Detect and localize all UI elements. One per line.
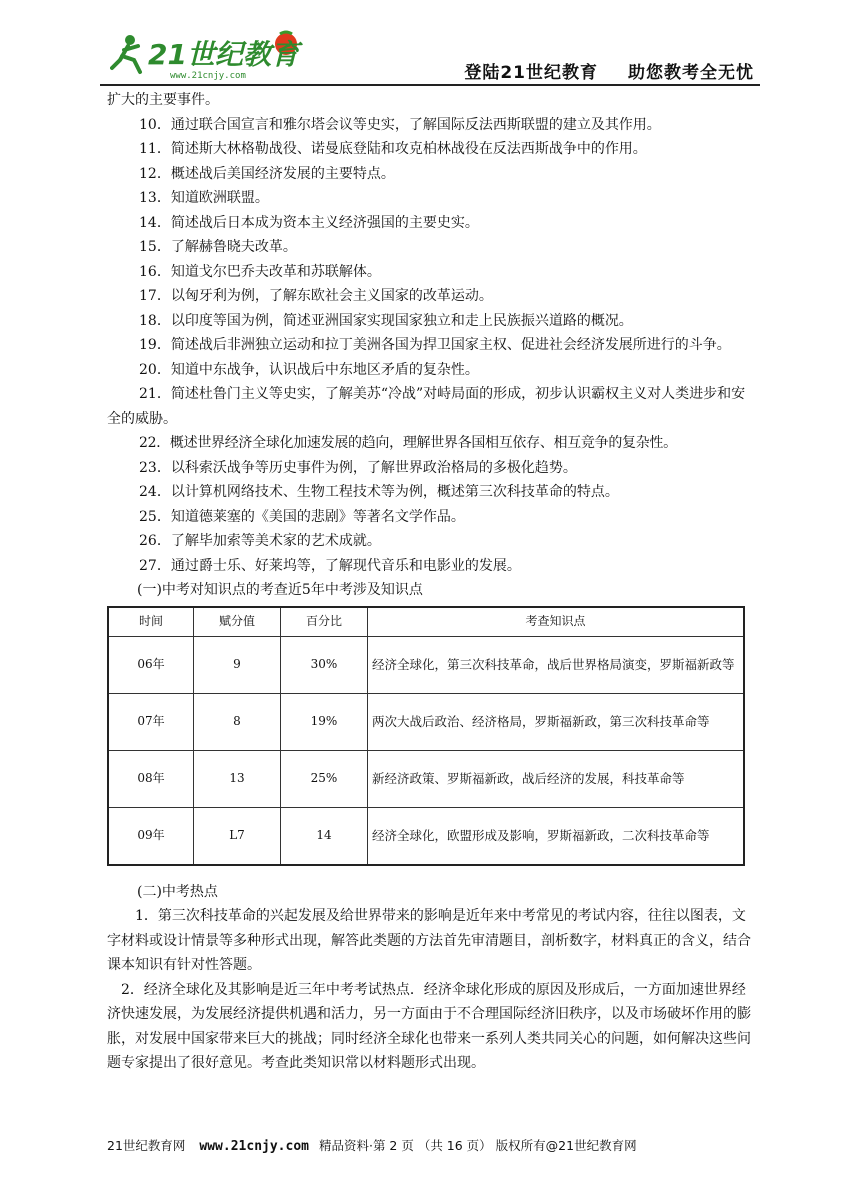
item-11: 11．简述斯大林格勒战役、诺曼底登陆和攻克柏林战役在反法西斯战争中的作用。: [139, 141, 647, 157]
header-knowledge: 考查知识点: [368, 607, 745, 637]
cell-score: 9: [194, 636, 281, 693]
cell-score: 13: [194, 750, 281, 807]
slogan-left: 登陆21世纪教育: [464, 63, 598, 83]
cell-knowledge: 经济全球化，第三次科技革命，战后世界格局演变，罗斯福新政等: [368, 636, 745, 693]
cell-time: 08年: [108, 750, 194, 807]
footer-site-url: www.21cnjy.com: [199, 1139, 309, 1154]
header-time: 时间: [108, 607, 194, 637]
item-17: 17．以匈牙利为例，了解东欧社会主义国家的改革运动。: [139, 288, 493, 304]
page-header: [100, 30, 760, 86]
item-20: 20．知道中东战争，认识战后中东地区矛盾的复杂性。: [139, 361, 479, 378]
item-19: 19．简述战后非洲独立运动和拉丁美洲各国为捍卫国家主权、促进社会经济发展所进行的斗争。: [139, 337, 731, 353]
footer-site-name: 21世纪教育网: [107, 1138, 186, 1153]
cell-time: 07年: [108, 693, 194, 750]
item-12: 12．概述战后美国经济发展的主要特点。: [139, 165, 395, 182]
header-rule: [100, 84, 760, 86]
cell-score: L7: [194, 807, 281, 865]
item-25: 25．知道德莱塞的《美国的悲剧》等著名文学作品。: [139, 508, 465, 525]
item-24: 24．以计算机网络技术、生物工程技术等为例，概述第三次科技革命的特点。: [139, 484, 619, 500]
header-slogan: [464, 58, 754, 83]
table-row: [108, 750, 744, 807]
item-21: 21．简述杜鲁门主义等史实，了解美苏“冷战”对峙局面的形成，初步认识霸权主义对人类进步和安全的威胁。: [107, 386, 746, 427]
exam-table: [107, 606, 745, 866]
hotspots-title: (二)中考热点: [137, 883, 218, 900]
logo-url: www.21cnjy.com: [170, 71, 246, 81]
logo: [110, 30, 310, 82]
cell-knowledge: 经济全球化，欧盟形成及影响，罗斯福新政，二次科技革命等: [368, 807, 745, 865]
cell-percent: 19%: [281, 693, 368, 750]
header-percent: 百分比: [281, 607, 368, 637]
table-row: [108, 636, 744, 693]
hotspot-paragraph-2: 2．经济全球化及其影响是近三年中考考试热点．经济伞球化形成的原因及形成后，一方面加速世界经济快速发展，为发展经济提供机遇和活力，另一方面由于不合理国际经济旧秩序，以及市场破坏作用的膨胀，对发展中国家带来巨大的挑战；同时经济全球化也带来一系列人类共同关心的问题，如何解决这些问题专家提出了很好意见。考查此类知识常以材料题形式出现。: [107, 981, 751, 1071]
item-26: 26．了解毕加索等美术家的艺术成就。: [139, 533, 381, 549]
footer-page-info: 精品资料·第 2 页 （共 16 页） 版权所有@21世纪教育网: [318, 1138, 637, 1153]
cell-time: 09年: [108, 807, 194, 865]
header-score: 赋分值: [194, 607, 281, 637]
table-caption: (一)中考对知识点的考查近5年中考涉及知识点: [137, 582, 423, 598]
document-body: [107, 88, 757, 1076]
table-row: [108, 693, 744, 750]
item-16: 16．知道戈尔巴乔夫改革和苏联解体。: [139, 263, 381, 280]
slogan-right: 助您教考全无忧: [628, 63, 754, 83]
item-18: 18．以印度等国为例，简述亚洲国家实现国家独立和走上民族振兴道路的概况。: [139, 312, 633, 329]
cell-percent: 25%: [281, 750, 368, 807]
item-27: 27．通过爵士乐、好莱坞等，了解现代音乐和电影业的发展。: [139, 557, 521, 574]
line-continuation: 扩大的主要事件。: [107, 92, 219, 108]
cell-time: 06年: [108, 636, 194, 693]
table-row: [108, 807, 744, 865]
cell-knowledge: 两次大战后政治、经济格局，罗斯福新政，第三次科技革命等: [368, 693, 745, 750]
item-10: 10．通过联合国宣言和雅尔塔会议等史实，了解国际反法西斯联盟的建立及其作用。: [139, 116, 661, 133]
table-header-row: [108, 607, 744, 637]
hotspot-paragraph-1: 1．第三次科技革命的兴起发展及给世界带来的影响是近年来中考常见的考试内容，往往以图表，文字材料或设计情景等多种形式出现，解答此类题的方法首先审清题目，剖析数字，材料真正的含义，结合课本知识有针对性答题。: [107, 908, 751, 973]
cell-percent: 30%: [281, 636, 368, 693]
cell-knowledge: 新经济政策、罗斯福新政，战后经济的发展，科技革命等: [368, 750, 745, 807]
logo-text: 21世纪教育: [148, 38, 299, 71]
item-15: 15．了解赫鲁晓夫改革。: [139, 239, 297, 255]
cell-score: 8: [194, 693, 281, 750]
item-23: 23．以科索沃战争等历史事件为例，了解世界政治格局的多极化趋势。: [139, 459, 577, 476]
page-footer: [107, 1136, 767, 1154]
item-14: 14．简述战后日本成为资本主义经济强国的主要史实。: [139, 214, 479, 231]
item-22: 22．概述世界经济全球化加速发展的趋向，理解世界各国相互依存、相互竞争的复杂性。: [139, 435, 677, 451]
cell-percent: 14: [281, 807, 368, 865]
item-13: 13．知道欧洲联盟。: [139, 190, 269, 206]
